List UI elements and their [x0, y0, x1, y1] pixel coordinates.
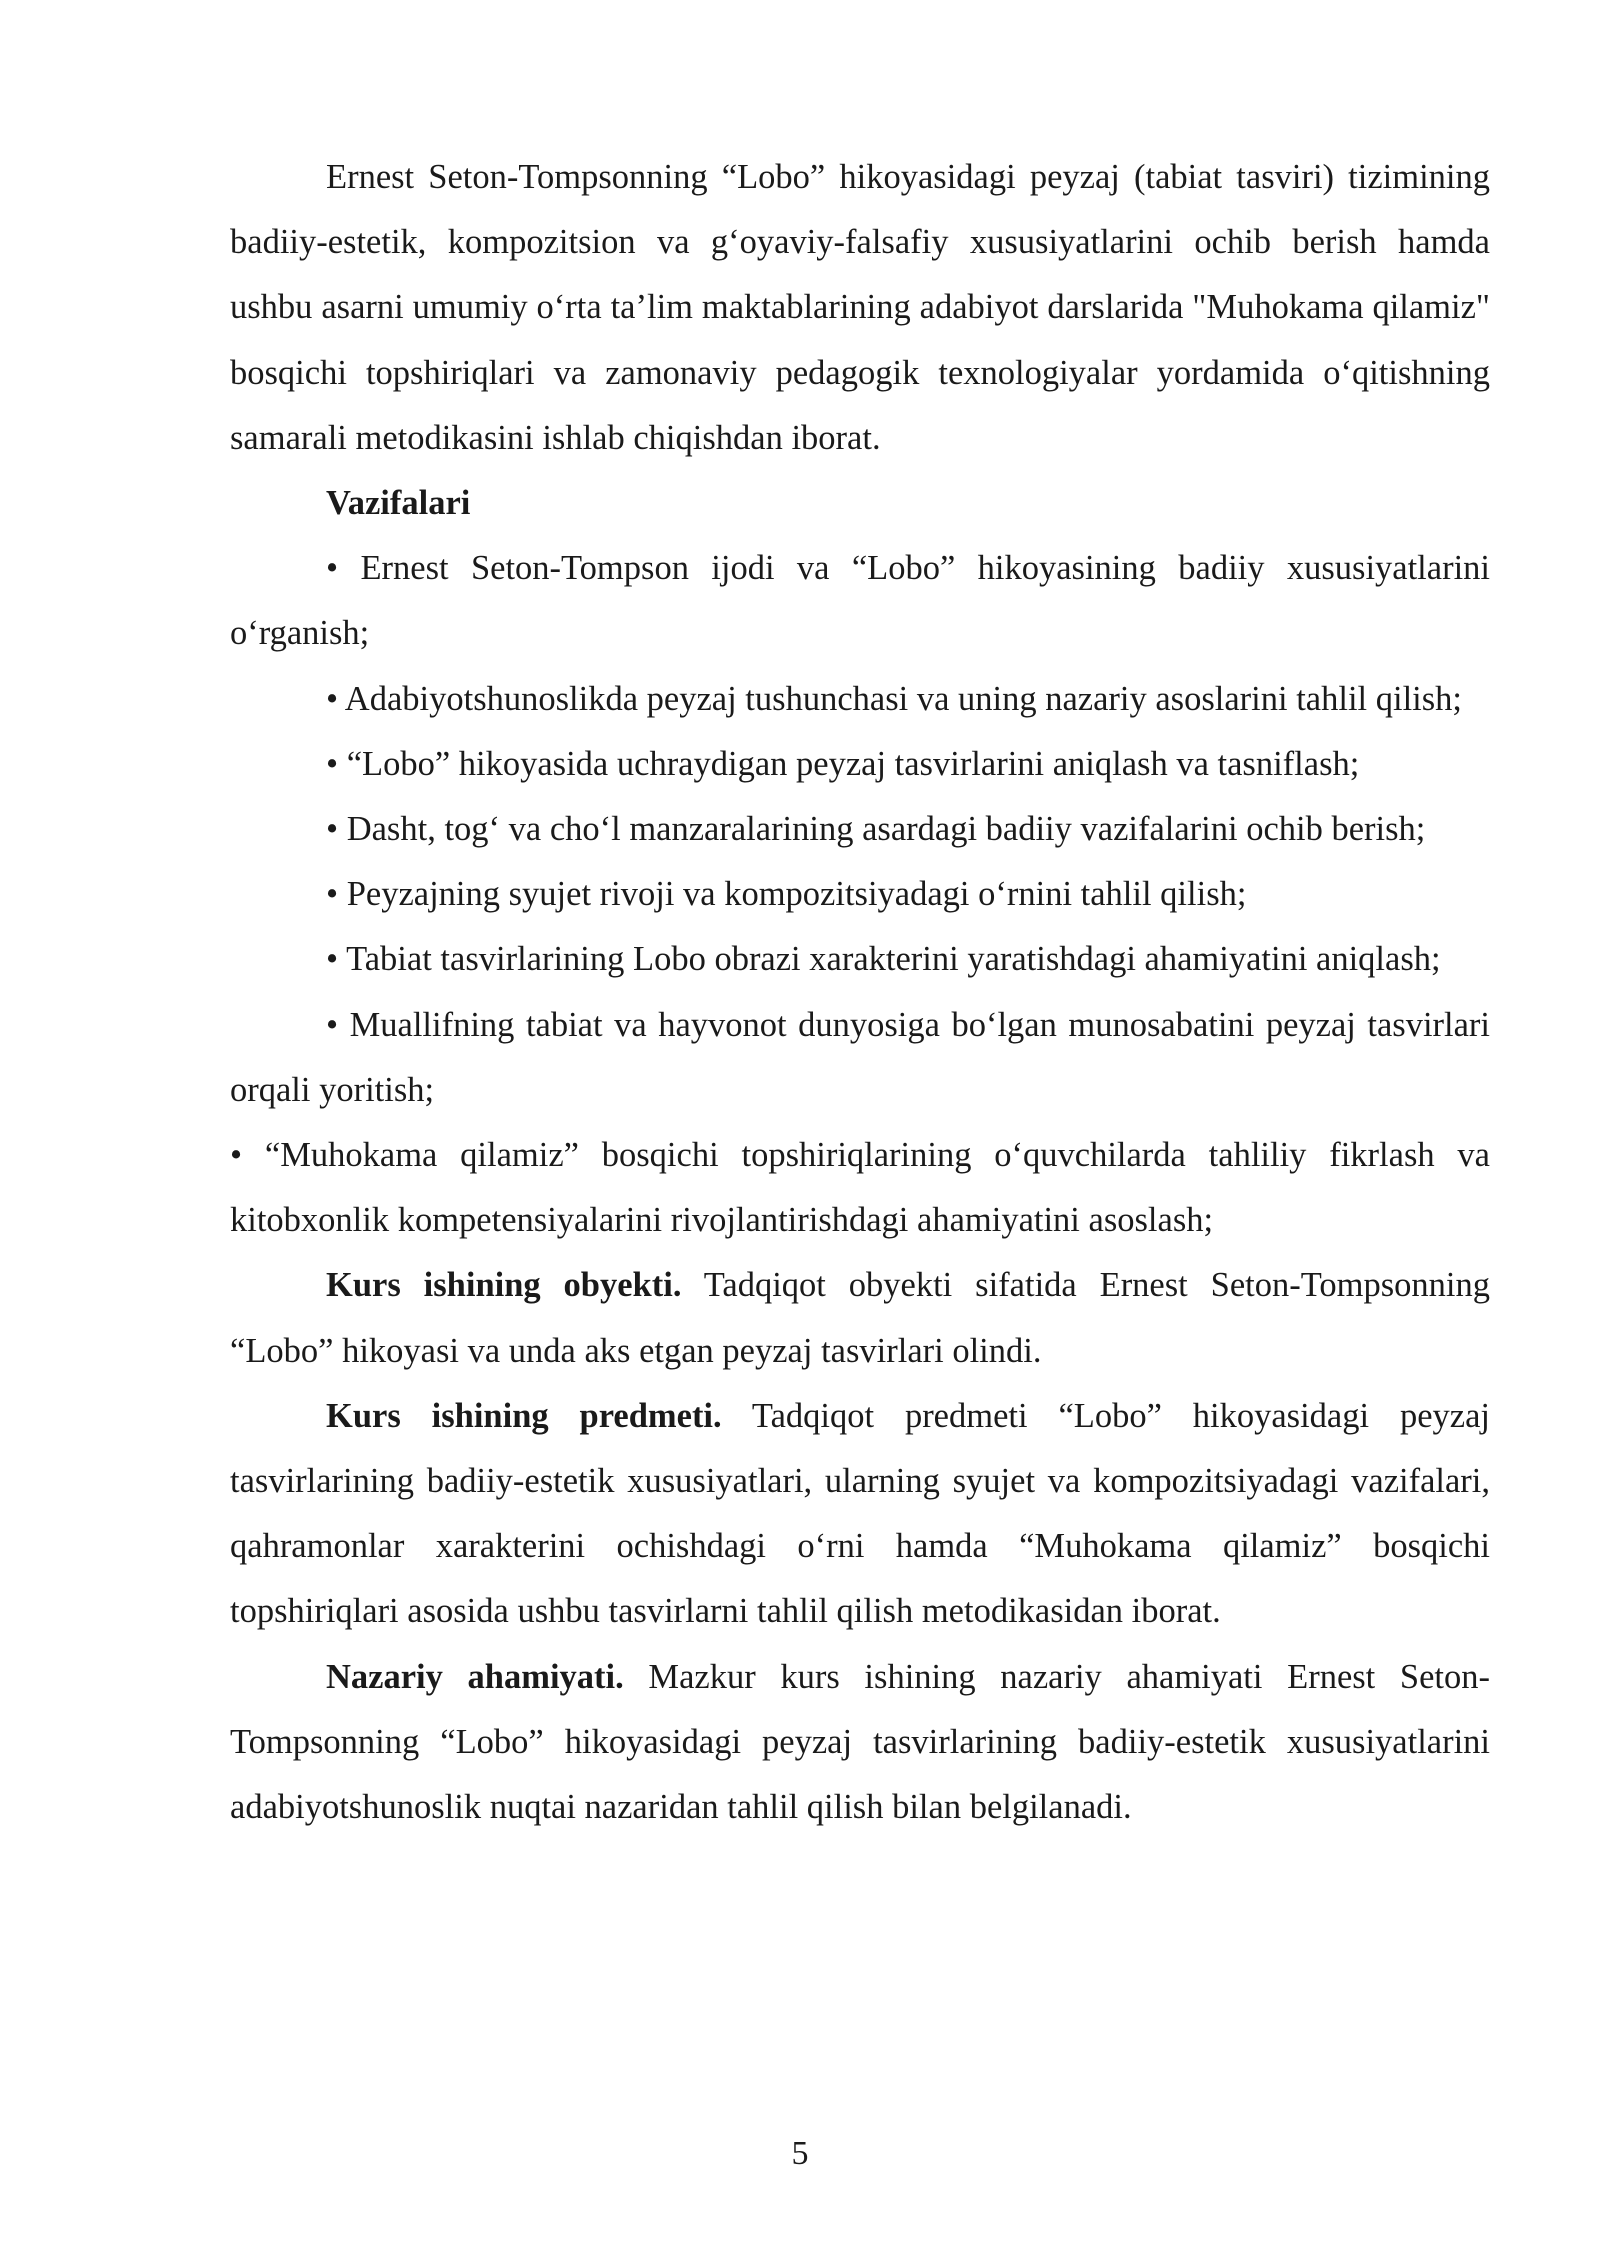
object-text: Tadqiqot obyekti sifatida Ernest Seton-Tompsonning “Lobo” hikoyasi va unda aks etgan peyzaj tasvirlari olindi. [230, 1266, 1490, 1370]
task-item: • Ernest Seton-Tompson ijodi va “Lobo” hikoyasining badiiy xususiyatlarini o‘rganish; [230, 549, 1490, 653]
page-number: 5 [791, 2135, 809, 2172]
intro-paragraph: Ernest Seton-Tompsonning “Lobo” hikoyasidagi peyzaj (tabiat tasviri) tizimining badiiy-estetik, kompozitsion va g‘oyaviy-falsafiy xususiyatlarini ochib berish hamda ushbu asarni umumiy o‘rta ta’lim maktablarining adabiyot darslarida "Muhokama qilamiz" bosqichi topshiriqlari va zamonaviy pedagogik texnologiyalar yordamida o‘qitishning samarali metodikasini ishlab chiqishdan iborat. [230, 158, 1490, 457]
theory-label: Nazariy ahamiyati. [326, 1657, 624, 1696]
theory-text: Mazkur kurs ishining nazariy ahamiyati Ernest Seton-Tompsonning “Lobo” hikoyasidagi peyzaj tasvirlarining badiiy-estetik xususiyatlarini adabiyotshunoslik nuqtai nazaridan tahlil qilish bilan belgilanadi. [230, 1657, 1490, 1827]
tasks-heading: Vazifalari [326, 484, 471, 523]
task-item: • Muallifning tabiat va hayvonot dunyosiga bo‘lgan munosabatini peyzaj tasvirlari orqali yoritish; [230, 1005, 1490, 1109]
task-item: • Dasht, tog‘ va cho‘l manzaralarining asardagi badiiy vazifalarini ochib berish; [326, 810, 1426, 849]
subject-text: Tadqiqot predmeti “Lobo” hikoyasidagi peyzaj tasvirlarining badiiy-estetik xususiyatlari, ularning syujet va kompozitsiyadagi vazifalari, qahramonlar xarakterini ochishdagi o‘rni hamda “Muhokama qilamiz” bosqichi topshiriqlari asosida ushbu tasvirlarni tahlil qilish metodikasidan iborat. [230, 1396, 1490, 1631]
document-page [230, 145, 1490, 1840]
task-item: • Tabiat tasvirlarining Lobo obrazi xarakterini yaratishdagi ahamiyatini aniqlash; [326, 940, 1441, 979]
task-item-last: • “Muhokama qilamiz” bosqichi topshiriqlarining o‘quvchilarda tahliliy fikrlash va kitobxonlik kompetensiyalarini rivojlantirishdagi ahamiyatini asoslash; [230, 1136, 1490, 1240]
object-label: Kurs ishining obyekti. [326, 1266, 682, 1305]
theory-paragraph [230, 1645, 1490, 1841]
subject-label: Kurs ishining predmeti. [326, 1396, 722, 1435]
task-item: • Adabiyotshunoslikda peyzaj tushunchasi va uning nazariy asoslarini tahlil qilish; [326, 679, 1463, 718]
task-item: • Peyzajning syujet rivoji va kompozitsiyadagi o‘rnini tahlil qilish; [326, 875, 1247, 914]
subject-paragraph [230, 1384, 1490, 1645]
task-item: • “Lobo” hikoyasida uchraydigan peyzaj tasvirlarini aniqlash va tasniflash; [326, 744, 1360, 783]
object-paragraph [230, 1253, 1490, 1383]
